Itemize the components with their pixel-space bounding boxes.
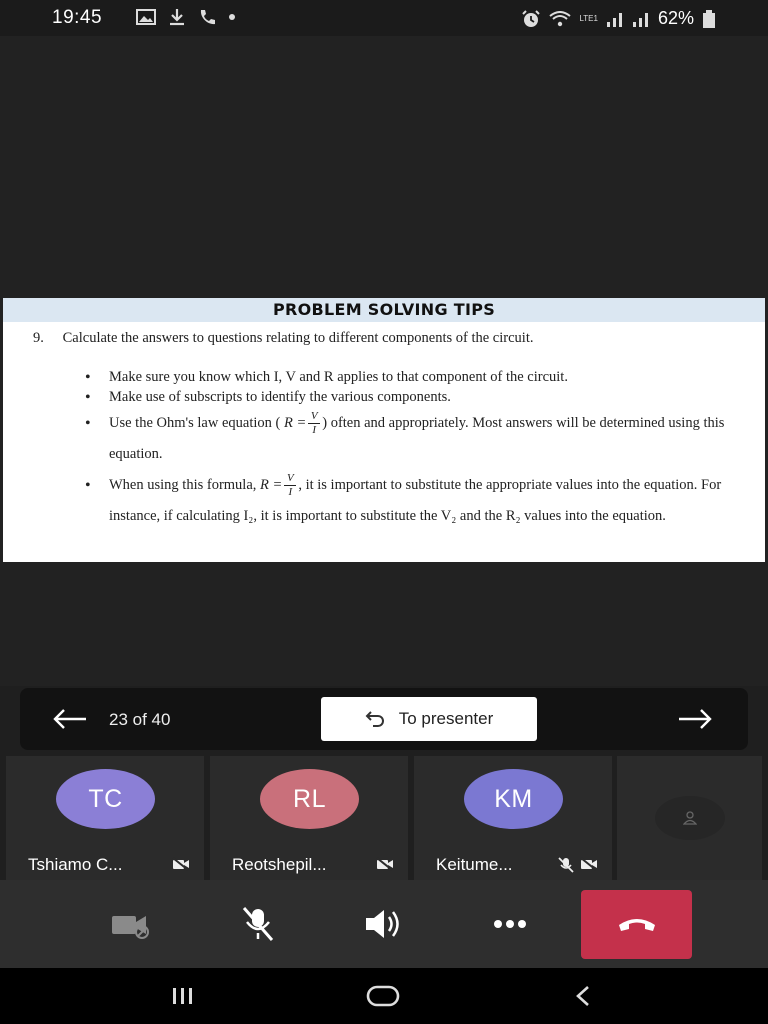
download-icon (168, 8, 186, 26)
participant-name: Keitume... (436, 855, 513, 874)
speaker-icon (360, 906, 404, 942)
to-presenter-button[interactable] (321, 697, 537, 741)
status-bar (0, 0, 768, 36)
gallery-icon (136, 9, 156, 25)
slide-navigation-bar (20, 688, 748, 750)
mute-button[interactable] (228, 901, 288, 947)
avatar: TC (56, 769, 155, 829)
participant-tile[interactable] (210, 756, 408, 880)
shared-slide (3, 298, 765, 562)
formula-fraction (284, 473, 296, 498)
participant-tile[interactable] (414, 756, 612, 880)
alarm-icon (521, 10, 541, 28)
tip-item: • Make sure you know which I, V and R applies to that component of the circuit. (85, 368, 725, 387)
more-icon (490, 919, 530, 929)
tip-text-part: ) often and appropriately. Most answers will be determined using this equation. (109, 415, 725, 462)
participant-status-icons (558, 857, 598, 873)
question-number: 9. (33, 330, 44, 346)
arrow-left-icon (52, 708, 88, 730)
back-button[interactable] (563, 982, 603, 1010)
status-time: 19:45 (52, 7, 103, 28)
formula-lhs: R = (260, 477, 283, 493)
return-arrow-icon (365, 710, 387, 728)
signal-icon-1 (606, 11, 624, 27)
system-status-icons (521, 8, 716, 29)
participant-status-icons (172, 857, 190, 871)
tip-item: • Make use of subscripts to identify the various components. (85, 388, 725, 407)
question-line (33, 330, 533, 347)
battery-percentage: 62% (657, 8, 694, 28)
recent-apps-button[interactable] (163, 982, 203, 1010)
tip-text-part: , it is important to substitute the appropriate values into the equation. For instance, if calculating I₂, it is important to substitute the V₂ and the R₂ values into the equation. (109, 477, 722, 524)
more-options-button[interactable] (480, 901, 540, 947)
hang-up-icon (617, 915, 657, 935)
wifi-icon (549, 11, 571, 27)
battery-icon (702, 10, 716, 28)
avatar: RL (260, 769, 359, 829)
formula-numerator: V (310, 410, 318, 423)
tip-item-ohms-law (85, 408, 725, 470)
phone-icon (198, 8, 216, 26)
camera-off-icon (580, 857, 598, 871)
tip-text-part: Use the Ohm's law equation ( (109, 415, 281, 431)
next-slide-button[interactable] (677, 708, 713, 730)
participant-name: Tshiamo C... (28, 855, 123, 874)
tips-list (85, 368, 725, 532)
person-icon (683, 811, 697, 825)
question-text: Calculate the answers to questions relating to different components of the circuit. (62, 330, 534, 346)
camera-off-icon (106, 908, 154, 940)
camera-toggle-button[interactable] (100, 901, 160, 947)
camera-off-icon (172, 857, 190, 871)
recent-apps-icon (170, 986, 196, 1006)
slide-counter: 23 of 40 (109, 710, 171, 729)
presentation-stage (0, 36, 768, 686)
formula-fraction (308, 411, 320, 436)
camera-off-icon (376, 857, 394, 871)
speaker-button[interactable] (352, 901, 412, 947)
mic-off-icon (238, 906, 278, 942)
participant-status-icons (376, 857, 394, 871)
notification-icons (136, 8, 236, 26)
formula-numerator: V (286, 472, 294, 485)
slide-title: PROBLEM SOLVING TIPS (3, 298, 765, 322)
formula-lhs: R = (283, 415, 307, 431)
system-navigation-bar (0, 968, 768, 1024)
arrow-right-icon (677, 708, 713, 730)
tip-item-formula (85, 470, 725, 532)
to-presenter-label: To presenter (398, 709, 494, 728)
home-icon (365, 984, 401, 1008)
empty-avatar (655, 796, 725, 840)
participant-tile[interactable] (6, 756, 204, 880)
tip-text-part: When using this formula, (109, 477, 257, 493)
network-type-label: LTE1 (579, 13, 598, 23)
call-controls-bar (0, 880, 768, 968)
signal-icon-2 (632, 11, 650, 27)
back-icon (573, 984, 593, 1008)
formula-denominator: I (288, 486, 293, 499)
mic-off-icon (558, 857, 574, 873)
formula-denominator: I (312, 424, 317, 437)
avatar: KM (464, 769, 563, 829)
participant-grid (6, 756, 762, 880)
overflow-participant-tile[interactable] (617, 756, 762, 880)
hang-up-button[interactable] (581, 890, 692, 959)
previous-slide-button[interactable] (52, 708, 88, 730)
participant-name: Reotshepil... (232, 855, 327, 874)
dot-icon (228, 13, 236, 21)
home-button[interactable] (363, 982, 403, 1010)
